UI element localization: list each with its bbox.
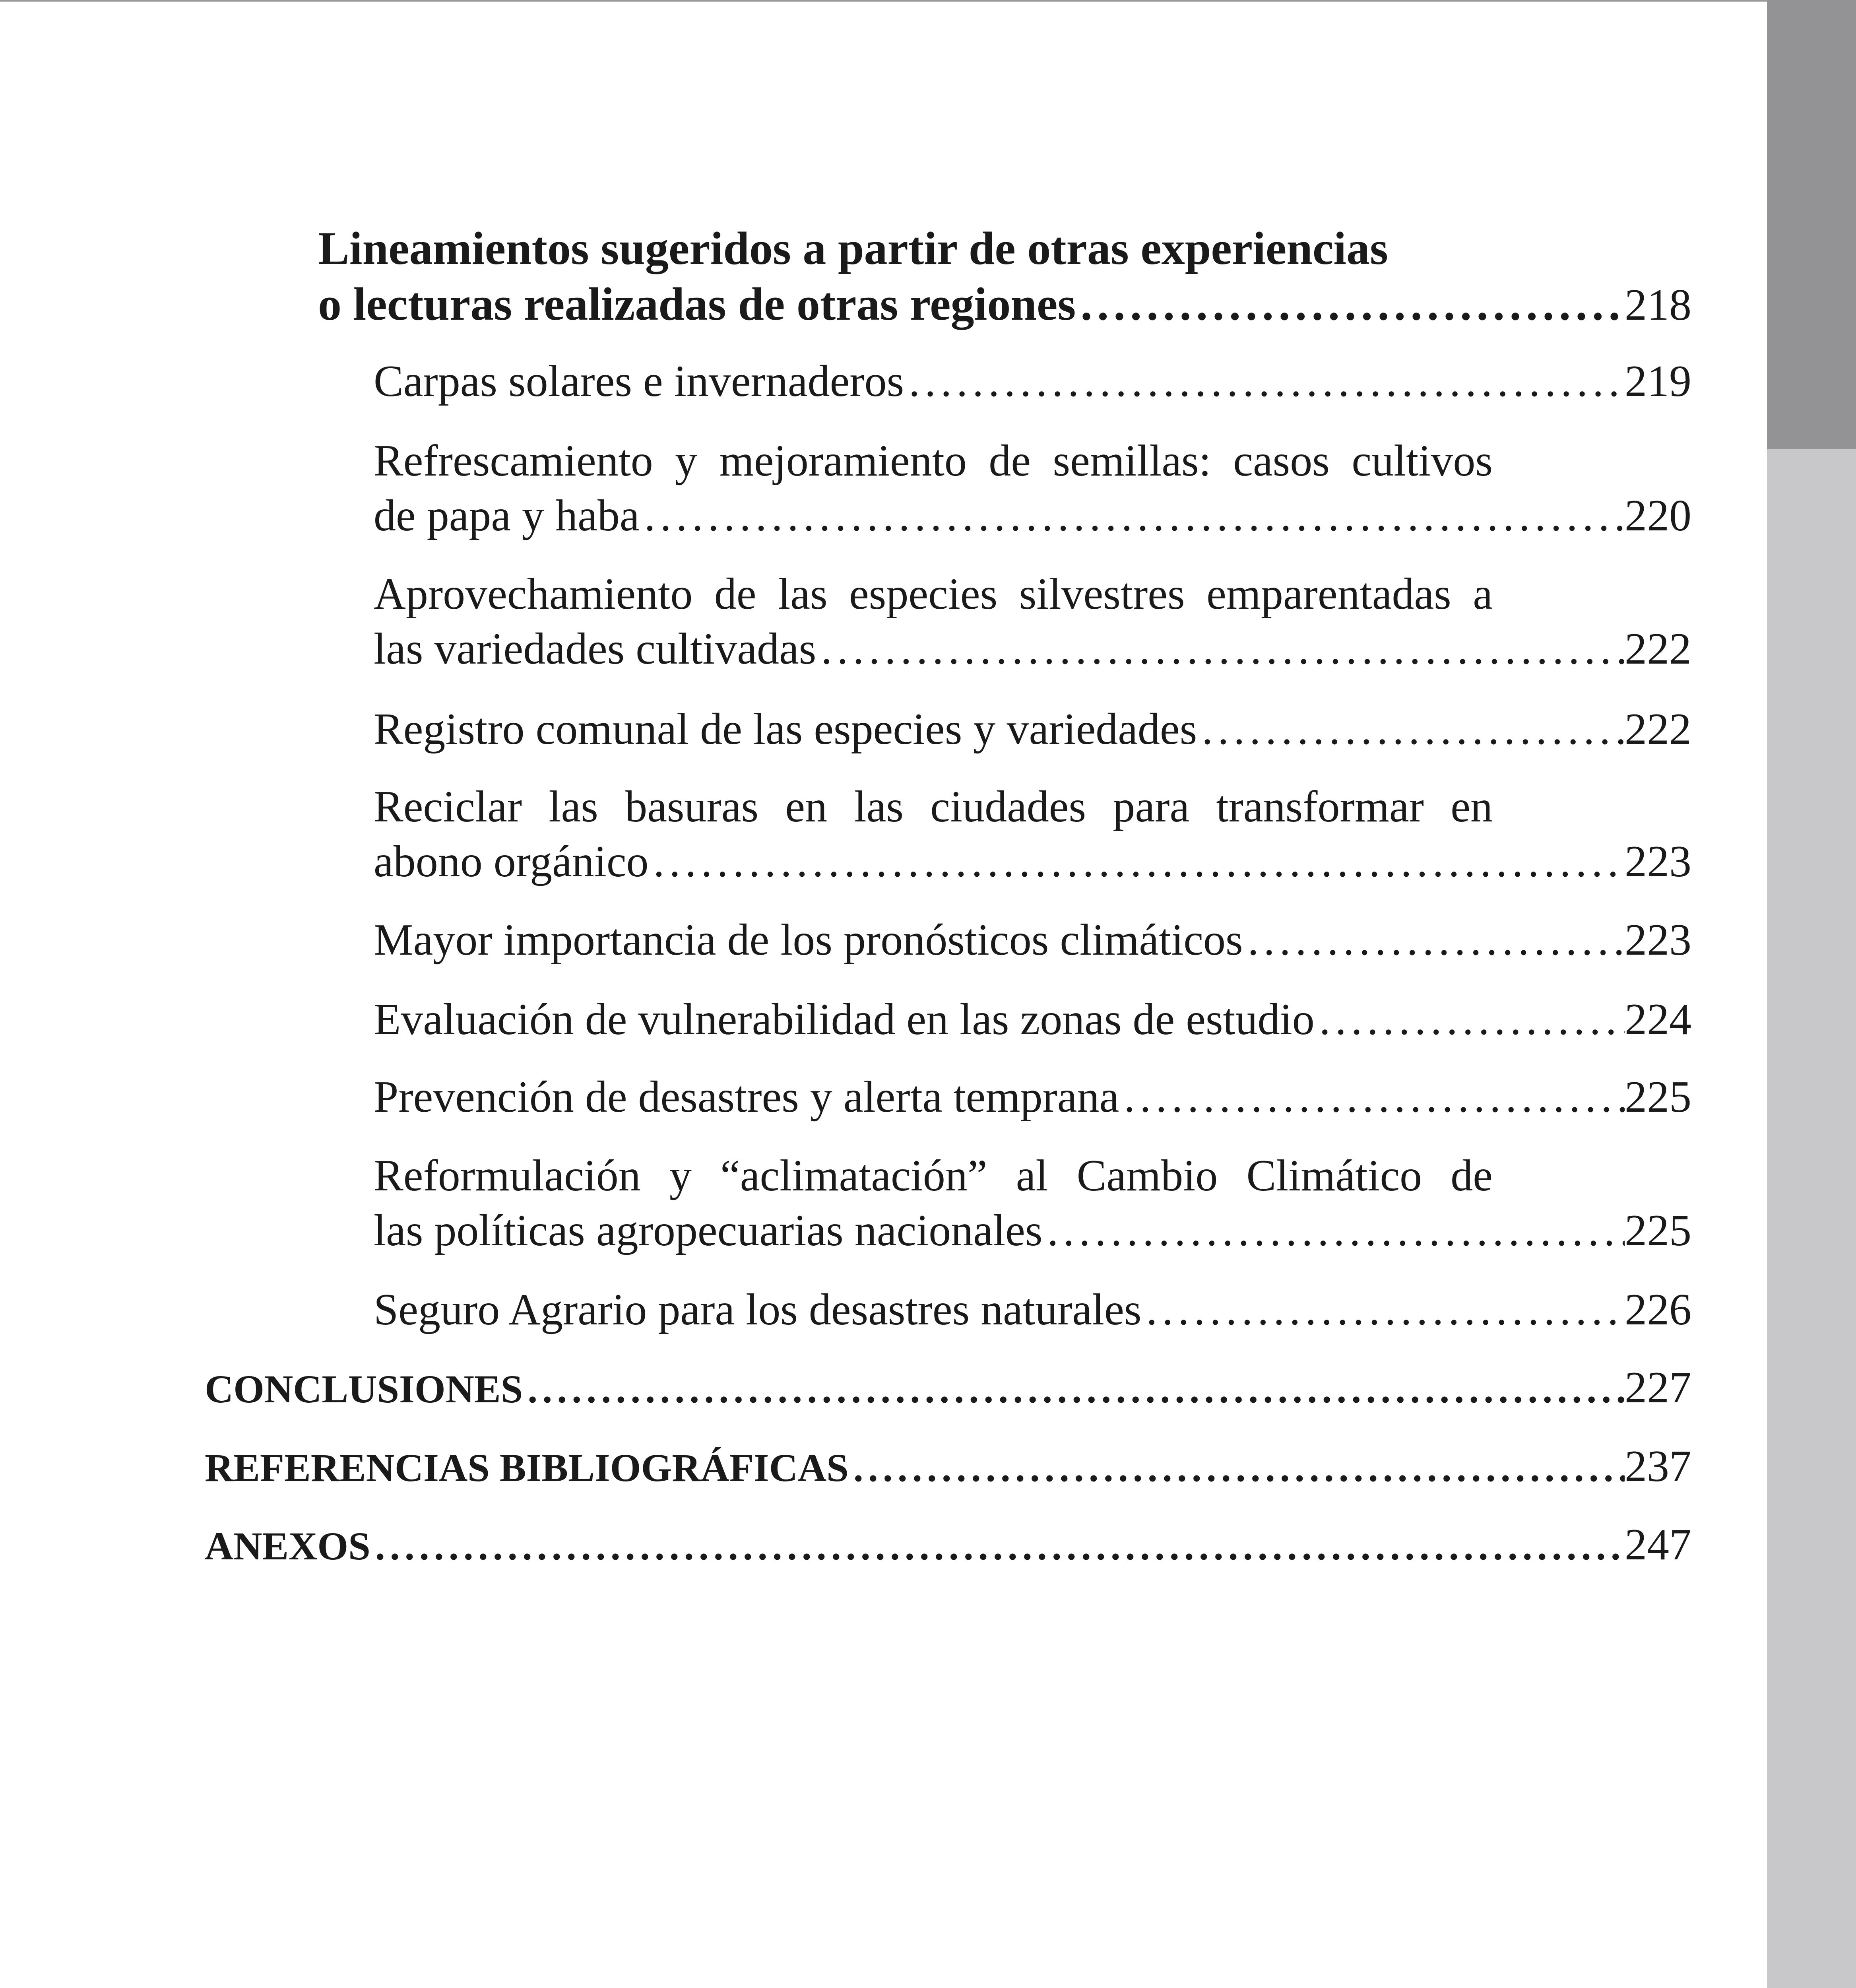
toc-subentry[interactable] — [374, 702, 1691, 757]
toc-subentry[interactable] — [374, 1070, 1691, 1124]
toc-subentry[interactable] — [374, 354, 1691, 409]
toc-subentry-title: Prevención de desastres y alerta temprana — [374, 1072, 1119, 1122]
toc-subentry-title-line1: Reciclar las basuras en las ciudades para transformar en — [374, 782, 1493, 831]
toc-page-number: 224 — [1625, 995, 1691, 1044]
toc-subentry-title: Mayor importancia de los pronósticos climáticos — [374, 915, 1243, 965]
toc-page-number: 219 — [1625, 357, 1691, 406]
dot-leader — [816, 621, 1625, 676]
toc-section-heading[interactable] — [318, 221, 1691, 333]
toc-page-number: 223 — [1625, 915, 1691, 965]
dot-leader — [1076, 276, 1625, 332]
toc-page-number: 218 — [1625, 280, 1691, 330]
toc-subentry-title: de papa y haba — [374, 491, 640, 540]
toc-page-number: 225 — [1625, 1072, 1691, 1122]
toc-subentry-title: Registro comunal de las especies y variedades — [374, 705, 1197, 754]
toc-subentry-title-line1: Refrescamiento y mejoramiento de semillas: casos cultivos — [374, 436, 1493, 485]
toc-subentry[interactable] — [374, 779, 1691, 889]
dot-leader — [904, 354, 1625, 409]
toc-subentry-title: las variedades cultivadas — [374, 624, 816, 674]
side-tab-dark — [1767, 0, 1856, 449]
toc-page-number: 227 — [1625, 1363, 1691, 1412]
toc-subentry-title-line1: Aprovechamiento de las especies silvestres emparentadas a — [374, 569, 1493, 619]
toc-subentry-title: las políticas agropecuarias nacionales — [374, 1206, 1043, 1255]
toc-subentry[interactable] — [374, 433, 1691, 543]
dot-leader — [1197, 702, 1625, 757]
dot-leader — [1042, 1203, 1625, 1258]
toc-section-heading-line2: o lecturas realizadas de otras regiones — [318, 278, 1076, 330]
toc-subentry[interactable] — [374, 912, 1691, 967]
toc-page-number: 225 — [1625, 1206, 1691, 1255]
toc-chapter-title: REFERENCIAS BIBLIOGRÁFICAS — [205, 1446, 849, 1490]
toc-subentry[interactable] — [374, 1282, 1691, 1337]
dot-leader — [1119, 1070, 1625, 1124]
toc-subentry-title: Seguro Agrario para los desastres naturales — [374, 1285, 1142, 1334]
dot-leader — [1141, 1282, 1625, 1337]
toc-subentry-title: abono orgánico — [374, 837, 649, 886]
dot-leader — [1243, 912, 1625, 967]
toc-subentry-title: Carpas solares e invernaderos — [374, 357, 904, 406]
dot-leader — [640, 488, 1625, 543]
toc-page-number: 220 — [1625, 491, 1691, 540]
toc-subentry-title: Evaluación de vulnerabilidad en las zonas de estudio — [374, 995, 1315, 1044]
toc-page-number: 223 — [1625, 837, 1691, 886]
toc-page-number: 222 — [1625, 624, 1691, 674]
toc-subentry[interactable] — [374, 992, 1691, 1047]
dot-leader — [849, 1440, 1625, 1496]
toc-subentry[interactable] — [374, 1148, 1691, 1258]
toc-section-heading-line1: Lineamientos sugeridos a partir de otras experiencias — [318, 222, 1388, 274]
dot-leader — [370, 1518, 1625, 1574]
side-tab-light — [1767, 449, 1856, 1988]
toc-page-number: 222 — [1625, 705, 1691, 754]
toc-subentry[interactable] — [374, 567, 1691, 676]
toc-chapter-anexos[interactable] — [205, 1517, 1691, 1574]
dot-leader — [649, 834, 1625, 889]
toc-chapter-title: CONCLUSIONES — [205, 1367, 523, 1411]
toc-chapter-conclusiones[interactable] — [205, 1360, 1691, 1417]
toc-subentry-title-line1: Reformulación y “aclimatación” al Cambio Climático de — [374, 1151, 1493, 1200]
dot-leader — [1315, 992, 1625, 1047]
dot-leader — [523, 1361, 1625, 1417]
toc-page-number: 247 — [1625, 1520, 1691, 1569]
toc-chapter-referencias[interactable] — [205, 1439, 1691, 1496]
toc-page-number: 226 — [1625, 1285, 1691, 1334]
toc-chapter-title: ANEXOS — [205, 1524, 370, 1568]
toc-page-number: 237 — [1625, 1442, 1691, 1491]
